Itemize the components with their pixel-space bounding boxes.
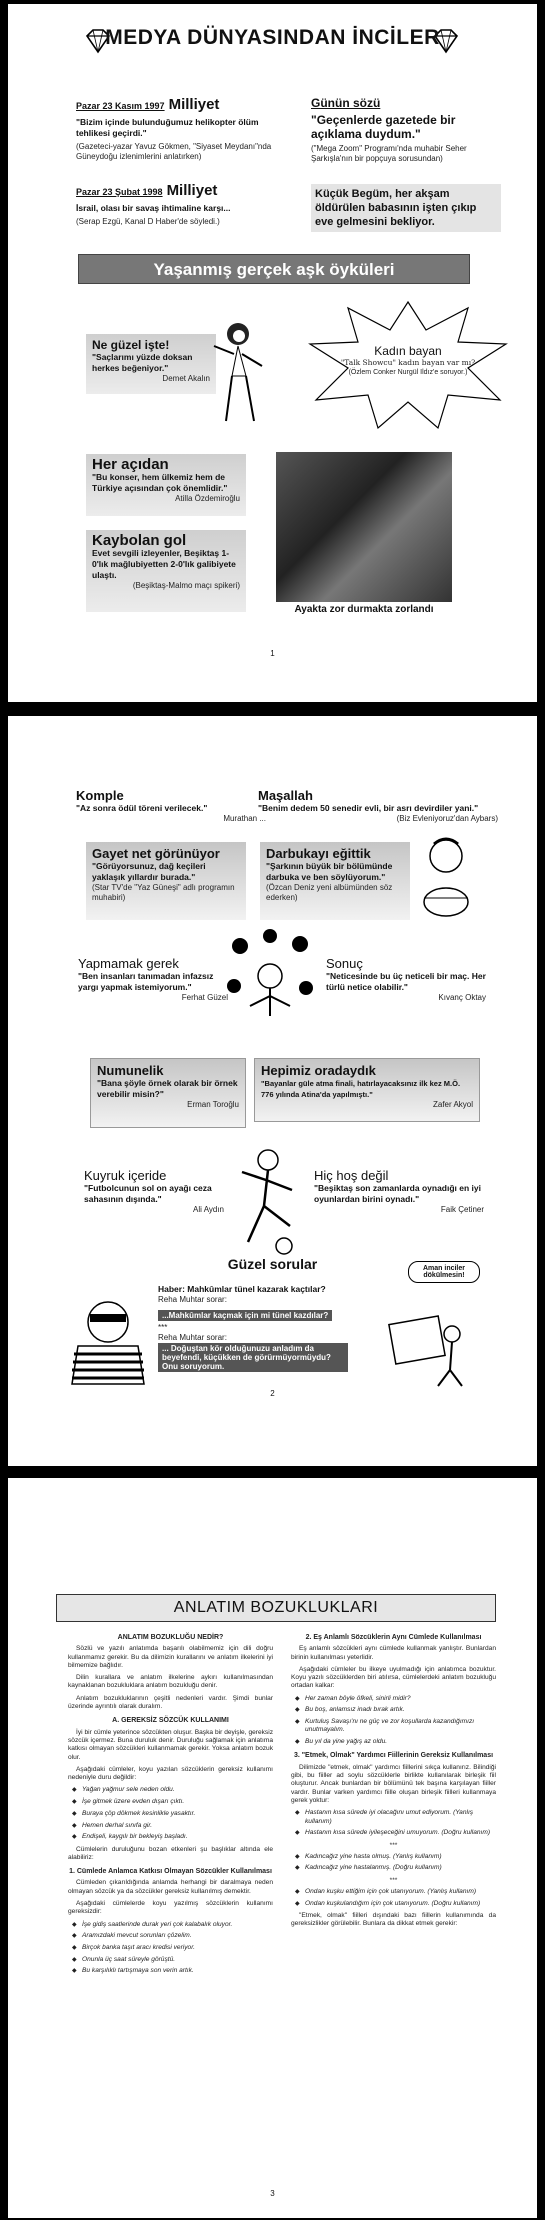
quote-heading: Kuyruk içeride xyxy=(84,1168,167,1183)
quote-text: Evet sevgili izleyenler, Beşiktaş 1-0'lık mağlubiyetten 2-0'lık galibiyete ulaştı. xyxy=(92,548,236,580)
list-item: ◆ Bu boş, anlamsız inadı bırak artık. xyxy=(295,1706,496,1714)
list-item: ◆ Aramızdaki mevcut sorunları çözelim. xyxy=(72,1932,273,1940)
quote-source: Atilla Özdemiroğlu xyxy=(175,494,240,503)
paragraph: Aşağıdaki cümlelerde koyu yazılmış sözcüklerin kullanımı gereksizdir: xyxy=(68,1899,273,1916)
thief-cartoon xyxy=(58,1296,158,1386)
list-item: ◆ Kurtuluş Savaşı'nı ne güç ve zor koşullarda kazandığımızı unutmayalım. xyxy=(295,1718,496,1735)
quote-item xyxy=(86,334,216,394)
date: Pazar 23 Kasım 1997 xyxy=(76,101,165,111)
quote-text: "Saçlarımı yüzde doksan herkes beğeniyor." xyxy=(92,352,193,373)
quote-text: "Şarkının büyük bir bölümünde darbuka ve ben söylüyorum." xyxy=(266,861,393,882)
section-heading: 2. Eş Anlamlı Sözcüklerin Aynı Cümlede Kullanılması xyxy=(305,1634,482,1641)
paragraph: Dilimizde "etmek, olmak" yardımcı fiillerini sıkça kullanırız. Bilindiği gibi, bu fiiller ad soylu sözcüklerle birlikte kullanılarak birleşik fiil oluşturur. Ancak bunlardan bir bölümünü tek başına karşılayan fiiller vardır. Bunlar varken yardımcı fiille oluşan birleşik fiilleri kullanmaya gerek yoktur: xyxy=(291,1763,496,1804)
quote-text: "Bana şöyle örnek olarak bir örnek verebilir misin?" xyxy=(97,1078,238,1099)
date: Pazar 23 Şubat 1998 xyxy=(76,187,163,197)
quote-heading: Kaybolan gol xyxy=(92,532,187,549)
section-heading: ANLATIM BOZUKLUĞU NEDİR? xyxy=(117,1634,224,1641)
page-2 xyxy=(8,716,537,1466)
quote-heading: Günün sözü xyxy=(311,96,381,110)
list-item: ◆ Birçok banka taşıt aracı kredisi veriyor. xyxy=(72,1944,273,1952)
quote-item xyxy=(78,956,228,1003)
question-asker: Reha Muhtar sorar: xyxy=(158,1333,227,1342)
quote-source: Erman Toroğlu xyxy=(187,1100,239,1109)
example-list xyxy=(295,1809,496,1837)
quote-source: Ferhat Güzel xyxy=(181,993,228,1002)
paragraph: Aşağıdaki cümleler, koyu yazılan sözcüklerin gereksiz kullanımı nedeniyle duru değildir: xyxy=(68,1765,273,1782)
quote-source: (Özcan Deniz yeni albümünden söz ederken) xyxy=(266,883,393,902)
question-text: ...Mahkûmlar kaçmak için mi tünel kazdılar? xyxy=(158,1310,332,1321)
quote-source: (Gazeteci-yazar Yavuz Gökmen, "Siyaset Meydanı"nda Güneydoğu izlenimlerini anlatırken) xyxy=(76,142,272,161)
drummer-cartoon xyxy=(406,834,486,924)
quote-source: (Biz Evleniyoruz'dan Aybars) xyxy=(396,814,498,823)
news-photo xyxy=(276,452,452,602)
quote-item xyxy=(338,344,478,378)
quote-text: "Geçenlerde gazetede bir açıklama duydum." xyxy=(311,113,456,141)
quote-heading: Her açıdan xyxy=(92,456,169,473)
quote-item xyxy=(76,96,286,162)
paragraph: Sözlü ve yazılı anlatımda başarılı olabilmemiz için dili doğru kullanmamız gerekir. Bu da dilimizin kurallarını ve anlatım ilkelerini iyi bilmemize bağlıdır. xyxy=(68,1645,273,1669)
quote-text: "Beşiktaş son zamanlarda oynadığı en iyi oyunlardan birini oynadı." xyxy=(314,1183,482,1204)
example-list xyxy=(72,1786,273,1841)
page-3 xyxy=(8,1478,537,2218)
list-item: ◆ İşe gitmek üzere evden dışarı çıktı. xyxy=(72,1798,273,1806)
quote-text: "Neticesinde bu üç neticeli bir maç. Her türlü netice olabilir." xyxy=(326,971,486,992)
quote-item xyxy=(76,182,286,227)
quote-text: "Futbolcunun sol on ayağı ceza sahasının dışında." xyxy=(84,1183,212,1204)
photo-caption: Ayakta zor durmakta zorlandı xyxy=(294,604,434,615)
juggler-cartoon xyxy=(220,926,320,1026)
list-item: ◆ Buraya çöp dökmek kesinlikle yasaktır. xyxy=(72,1810,273,1818)
paragraph: "Etmek, olmak" fiilleri dışındaki bazı fiillerin kullanımında da gereksizlikler görülebilir. Bunlara da dikkat etmek gerekir: xyxy=(291,1912,496,1928)
question-text: ... Doğuştan kör olduğunuzu anladım da beyefendi, küçükken de görürmüyormüydu? Onu soruyorum. xyxy=(158,1343,348,1372)
dancing-woman-illustration xyxy=(206,316,270,426)
list-item: ◆ Endişeli, kaygılı bir bekleyiş başladı. xyxy=(72,1833,273,1841)
list-item: ◆ Her zaman böyle öfkeli, sinirli midir? xyxy=(295,1695,496,1703)
quote-source: Murathan ... xyxy=(223,814,266,823)
page-number: 2 xyxy=(270,1389,275,1398)
quote-item xyxy=(84,1168,224,1215)
quote-item xyxy=(86,530,246,612)
quote-text: "Görüyorsunuz, dağ keçileri yaklaşık yıllardır burada." xyxy=(92,861,206,882)
paragraph: İyi bir cümle yeterince sözcükten oluşur. Başka bir deyişle, gereksiz sözcük içermez. Buna duruluk denir. Duruluğu sağlamak için anlatıma katkısı olmayan sözcükleri kullanmamak gerekir. Yoksa anlatım bozuk olur. xyxy=(68,1728,273,1761)
section-heading: 1. Cümlede Anlamca Katkısı Olmayan Sözcükler Kullanılması xyxy=(69,1868,272,1876)
quote-heading: Darbukayı eğittik xyxy=(266,846,371,861)
text-column-left xyxy=(68,1628,273,1980)
quote-source: Faik Çetiner xyxy=(440,1205,484,1214)
separator: *** xyxy=(389,1841,398,1849)
paragraph: Cümlelerin duruluğunu bozan etkenleri şu başlıklar altında ele alabiliriz: xyxy=(68,1845,273,1861)
paragraph: Eş anlamlı sözcükleri aynı cümlede kullanmak yanlıştır. Bunlardan birinin kullanılması yeterlidir. xyxy=(291,1645,496,1661)
quote-source: ("Mega Zoom" Programı'nda muhabir Seher Şarkışla'nın bir popçuya sorusundan) xyxy=(311,144,467,163)
quote-item xyxy=(311,184,501,232)
quote-text: "Az sonra ödül töreni verilecek." xyxy=(76,803,208,813)
section-heading: A. GEREKSİZ SÖZCÜK KULLANIMI xyxy=(112,1717,229,1725)
newspaper-brand: Milliyet xyxy=(168,96,220,113)
quote-heading: Numunelik xyxy=(97,1063,164,1078)
list-item: ◆ Ondan kuşkulandığım için çok utanıyorum. (Doğru kullanım) xyxy=(295,1900,496,1908)
quote-text: Küçük Begüm, her akşam öldürülen babasının işten çıkıp eve gelmesini bekliyor. xyxy=(315,188,477,228)
quote-item xyxy=(86,842,246,920)
speech-bubble: Aman inciler dökülmesin! xyxy=(408,1261,480,1283)
list-item: ◆ Kadıncağız yine hasta olmuş. (Yanlış kullanım) xyxy=(295,1853,496,1861)
quote-item xyxy=(260,842,410,920)
quote-source: (Star TV'de "Yaz Güneşi" adlı programın muhabiri) xyxy=(92,883,235,902)
quote-heading: Kadın bayan xyxy=(374,344,442,358)
paragraph: Dilin kurallara ve anlatım ilkelerine aykırı kullanılmasından kaynaklanan bozukluklara anlatım bozukluğu denir. xyxy=(68,1674,273,1690)
quote-source: (Serap Ezgü, Kanal D Haber'de söyledi.) xyxy=(76,217,220,226)
text-column-right xyxy=(291,1628,496,1933)
quote-text: "Ben insanları tanımadan infazsız yargı yapmak istemiyorum." xyxy=(78,971,214,992)
newspaper-brand: Milliyet xyxy=(166,182,218,199)
quote-text: "Bu konser, hem ülkemiz hem de Türkiye açısından çok önemlidir." xyxy=(92,472,228,493)
separator: *** xyxy=(389,1876,398,1884)
quote-item xyxy=(258,788,498,824)
quote-item xyxy=(90,1058,246,1128)
quote-item xyxy=(76,788,266,824)
quote-heading: Komple xyxy=(76,788,124,803)
list-item: ◆ Hemen derhal sınıfa gir. xyxy=(72,1822,273,1830)
quote-item xyxy=(314,1168,484,1215)
quote-source: Ali Aydın xyxy=(193,1205,224,1214)
example-list xyxy=(295,1888,496,1908)
footballer-cartoon xyxy=(228,1146,308,1256)
quote-heading: Maşallah xyxy=(258,788,313,803)
page-number: 3 xyxy=(270,2189,275,2198)
quote-heading: Ne güzel işte! xyxy=(92,338,170,352)
list-item: ◆ Ondan kuşku ettiğim için çok utanıyorum. (Yanlış kullanım) xyxy=(295,1888,496,1896)
quote-item xyxy=(86,454,246,516)
paragraph: Cümleden çıkarıldığında anlamda herhangi bir daralmaya neden olmayan sözcük ya da sözcükler gereksiz kullanılmış demektir. xyxy=(68,1879,273,1895)
quote-source: (Özlem Conker Nurgül Ildız'e soruyor.) xyxy=(348,369,468,376)
page-number: 1 xyxy=(270,649,275,658)
quote-source: Demet Akalın xyxy=(162,374,210,383)
list-item: ◆ Bu yıl da yine yağış az oldu. xyxy=(295,1738,496,1746)
example-list xyxy=(295,1853,496,1873)
example-list xyxy=(72,1921,273,1976)
section-heading: Güzel sorular xyxy=(227,1256,318,1272)
list-item: ◆ Bu karşılıklı tartışmaya son verin artık. xyxy=(72,1967,273,1975)
list-item: ◆ İşe gidiş saatlerinde durak yeri çok kalabalık oluyor. xyxy=(72,1921,273,1929)
paragraph: Anlatım bozukluklarının çeşitli nedenleri vardır. Şimdi bunlar üzerinde ayrıntılı olarak duralım. xyxy=(68,1694,273,1711)
list-item: ◆ Yağan yağmur sele neden oldu. xyxy=(72,1786,273,1794)
question-asker: Reha Muhtar sorar: xyxy=(158,1295,227,1304)
page-1 xyxy=(8,4,537,702)
quote-heading: Gayet net görünüyor xyxy=(92,846,220,861)
quote-text: "Benim dedem 50 senedir evli, bir asrı devirdiler yani." xyxy=(258,803,479,813)
quote-source: (Beşiktaş-Malmo maçı spikeri) xyxy=(132,581,240,590)
quote-heading: Yapmamak gerek xyxy=(78,956,179,971)
list-item: ◆ Onunla üç saat süreyle görüştü. xyxy=(72,1956,273,1964)
quote-text: "Bizim içinde bulunduğumuz helikopter ölüm tehlikesi geçirdi." xyxy=(76,117,259,138)
quote-heading: Hiç hoş değil xyxy=(314,1168,389,1183)
section-heading: 3. "Etmek, Olmak" Yardımcı Fiillerinin Gereksiz Kullanılması xyxy=(293,1752,494,1760)
example-list xyxy=(295,1695,496,1747)
list-item: ◆ Kadıncağız yine hastalanmış. (Doğru kullanım) xyxy=(295,1864,496,1872)
quote-text: "Talk Showcu" kadın bayan var mı? xyxy=(340,358,476,367)
quote-heading: Sonuç xyxy=(326,956,363,971)
quote-source: Zafer Akyol xyxy=(432,1100,473,1109)
paragraph: Aşağıdaki cümleler bu ilkeye uyulmadığı için anlatımca bozuktur. Koyu yazılı sözcüklerden biri atılırsa, cümlelerdeki anlatım bozukluğu ortadan kalkar: xyxy=(291,1665,496,1690)
quote-item xyxy=(326,956,486,1003)
porter-cartoon xyxy=(372,1290,492,1390)
question-headline: Haber: Mahkûmlar tünel kazarak kaçtılar? xyxy=(158,1284,326,1294)
quote-heading: Hepimiz oradaydık xyxy=(261,1063,376,1078)
page-title: MEDYA DÜNYASINDAN İNCİLER xyxy=(105,26,440,49)
questions-block xyxy=(158,1284,348,1374)
quote-item xyxy=(311,96,501,164)
page-title: ANLATIM BOZUKLUKLARI xyxy=(56,1594,496,1622)
quote-source: Kıvanç Oktay xyxy=(438,993,486,1002)
section-banner: Yaşanmış gerçek aşk öyküleri xyxy=(78,254,470,284)
list-item: ◆ Hastanın kısa sürede iyileşeceğini umuyorum. (Doğru kullanım) xyxy=(295,1829,496,1837)
quote-text: "Bayanlar güle atma finali, hatırlayacaksınız ilk kez M.Ö. 776 yılında Atina'da yapılmıştı." xyxy=(261,1079,461,1099)
question-separator: *** xyxy=(158,1323,168,1332)
quote-text: İsrail, olası bir savaş ihtimaline karşı... xyxy=(76,203,231,213)
list-item: ◆ Hastanın kısa sürede iyi olacağını umut ediyorum. (Yanlış kullanım) xyxy=(295,1809,496,1826)
quote-item xyxy=(254,1058,480,1122)
